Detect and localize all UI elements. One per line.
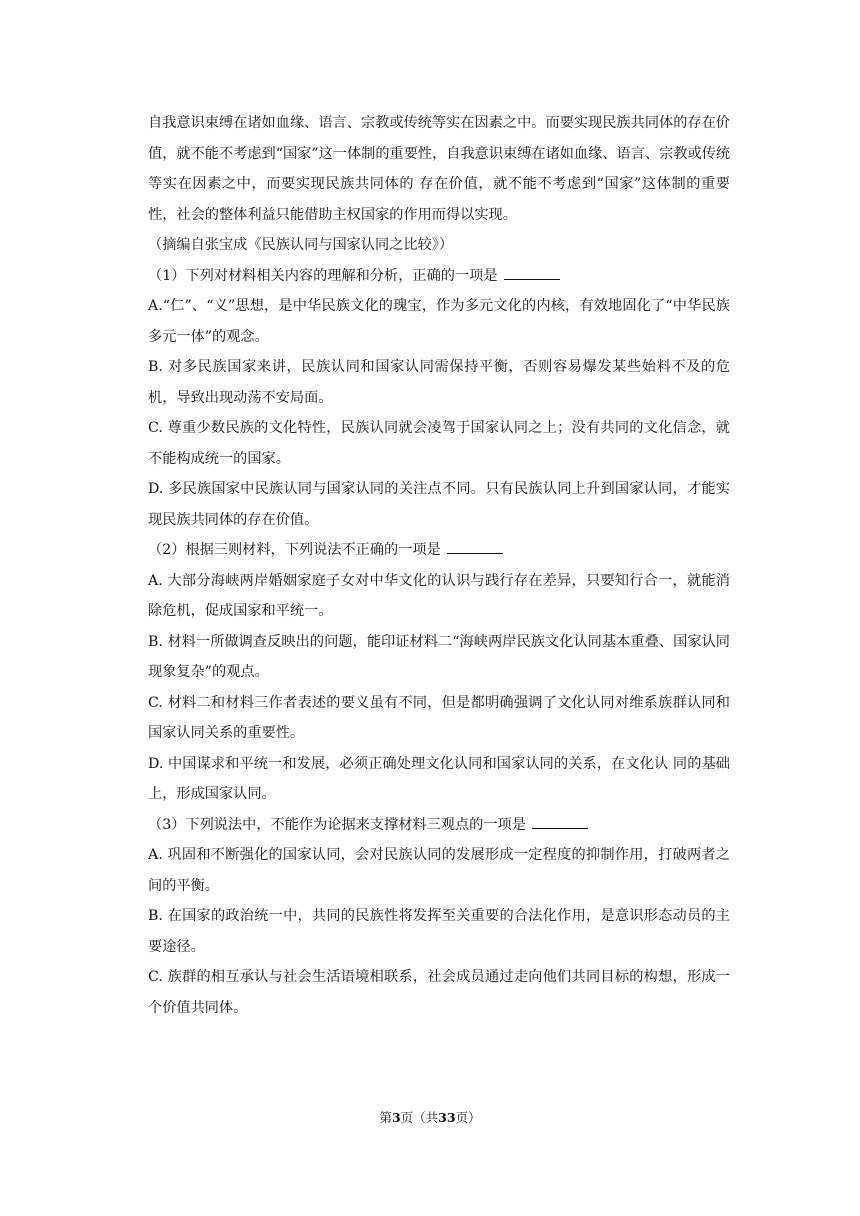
answer-blank	[532, 814, 588, 829]
question-2-stem	[148, 535, 730, 566]
intro-paragraph: 自我意识束缚在诸如血缘、语言、宗教或传统等实在因素之中。而要实现民族共同体的存在价值，就不能不考虑到“国家”这一体制的重要性，自我意识束缚在诸如血缘、语言、宗教或传统等实在因素之中，而要实现民族共同体的 存在价值，就不能不考虑到“国家”这体制的重要性，社会的整体利益只能借助主权国家的作用而得以实现。	[148, 115, 731, 223]
question-3-option-a: A. 巩固和不断强化的国家认同，会对民族认同的发展形成一定程度的抑制作用，打破两者之间的平衡。	[148, 847, 730, 894]
question-1-option-c: C. 尊重少数民族的文化特性，民族认同就会凌驾于国家认同之上；没有共同的文化信念，就不能构成统一的国家。	[148, 420, 730, 467]
question-2-option-d: D. 中国谋求和平统一和发展，必须正确处理文化认同和国家认同的关系，在文化认 同的基础上，形成国家认同。	[148, 755, 730, 802]
answer-blank	[447, 539, 503, 554]
page-footer	[0, 1108, 860, 1128]
page-content	[148, 108, 730, 1023]
question-1-option-d: D. 多民族国家中民族认同与国家认同的关注点不同。只有民族认同上升到国家认同，才能实现民族共同体的存在价值。	[148, 481, 730, 528]
question-2-option-c: C. 材料二和材料三作者表述的要义虽有不同，但是都明确强调了文化认同对维系族群认同和国家认同关系的重要性。	[148, 694, 730, 741]
question-3-option-b: B. 在国家的政治统一中，共同的民族性将发挥至关重要的合法化作用，是意识形态动员的主要途径。	[148, 908, 730, 955]
footer-middle: 页（共	[400, 1110, 439, 1125]
question-2-text: （2）根据三则材料，下列说法不正确的一项是	[148, 542, 441, 558]
footer-suffix: 页）	[455, 1110, 481, 1125]
question-3-stem	[148, 810, 730, 841]
question-1-stem	[148, 261, 730, 292]
question-3-option-c: C. 族群的相互承认与社会生活语境相联系，社会成员通过走向他们共同目标的构想，形成一个价值共同体。	[148, 969, 730, 1016]
question-2-option-b: B. 材料一所做调查反映出的问题，能印证材料二“海峡两岸民族文化认同基本重叠、国家认同现象复杂”的观点。	[148, 633, 730, 680]
footer-page-number: 3	[391, 1110, 401, 1125]
question-1-text: （1）下列对材料相关内容的理解和分析，正确的一项是	[148, 267, 498, 284]
question-1-option-a: A.“仁”、“义”思想，是中华民族文化的瑰宝，作为多元文化的内核，有效地固化了“中华民族多元一体”的观念。	[148, 298, 730, 345]
footer-total-pages: 33	[438, 1110, 456, 1125]
question-2-option-a: A. 大部分海峡两岸婚姻家庭子女对中华文化的认识与践行存在差异，只要知行合一，就能消除危机，促成国家和平统一。	[148, 572, 730, 619]
question-1-option-b: B. 对多民族国家来讲，民族认同和国家认同需保持平衡，否则容易爆发某些始料不及的危机，导致出现动荡不安局面。	[148, 359, 730, 406]
source-citation: （摘编自张宝成《民族认同与国家认同之比较》）	[148, 237, 454, 253]
footer-prefix: 第	[379, 1110, 392, 1125]
question-3-text: （3）下列说法中，不能作为论据来支撑材料三观点的一项是	[148, 816, 526, 833]
answer-blank	[504, 265, 560, 280]
